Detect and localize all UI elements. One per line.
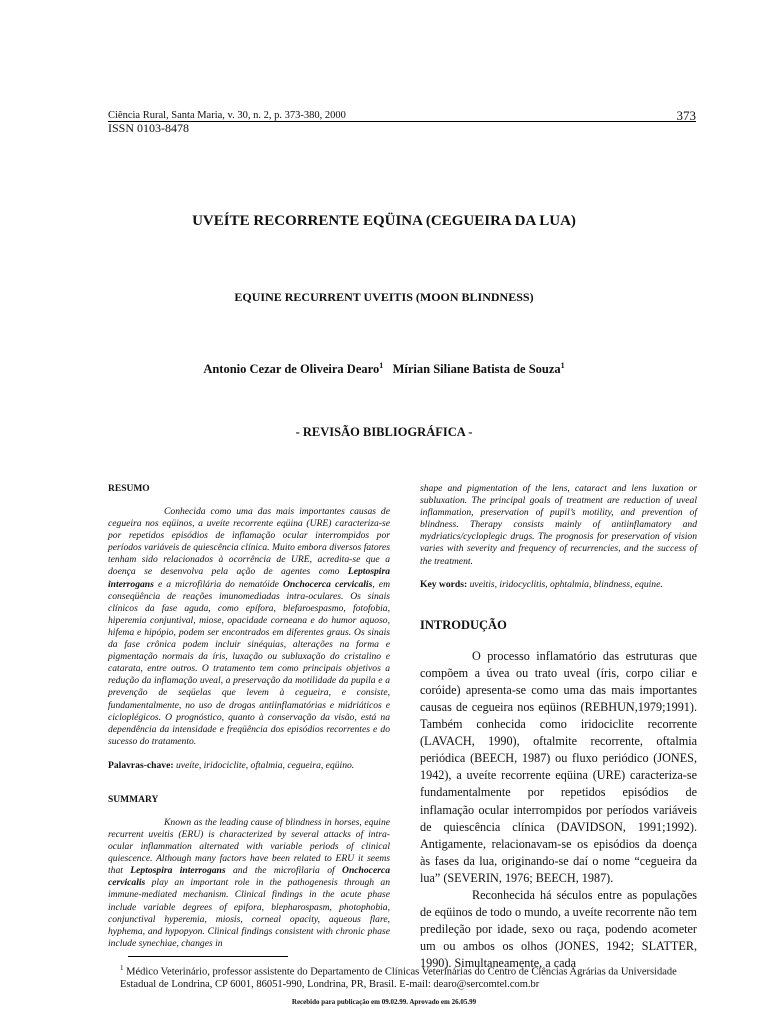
journal-citation: Ciência Rural, Santa Maria, v. 30, n. 2, p. 373-380, 2000 [108,110,346,121]
author-1: Antonio Cezar de Oliveira Dearo [203,362,380,377]
left-column [108,484,390,950]
summary-heading: SUMMARY [108,794,159,805]
introducao-heading: INTRODUÇÃO [420,617,507,632]
page-number: 373 [676,108,696,123]
summary-continued: shape and pigmentation of the lens, cataract and lens luxation or subluxation. The principal goals of treatment are reduction of uveal inflammation, preservation of pupil’s motility, and prevention of blindness. Therapy consists mainly of antiinflamatory and mydriatics/cycloplegic drugs. The prognosis for preservation of vision varies with severity and frequency of recurrencies, and the success of the treatment. [420,483,697,567]
key-words: Key words: uveitis, iridocyclitis, ophtalmia, blindness, equine. [420,578,663,590]
resumo-heading: RESUMO [108,484,150,494]
article-title-english: EQUINE RECURRENT UVEITIS (MOON BLINDNESS) [234,290,534,304]
author-2-affiliation: 1 [560,361,565,370]
header-rule [108,121,696,122]
received-dates: Recebido para publicação em 09.02.99. Aprovado em 26.05.99 [291,998,477,1006]
article-type: - REVISÃO BIBLIOGRÁFICA - [295,425,473,439]
right-column [420,483,697,972]
author-2: Mírian Siliane Batista de Souza [392,362,561,377]
issn: ISSN 0103-8478 [108,121,190,135]
footnote: $^1$ Médico Veterinário, professor assistente do Departamento de Clínicas Veterinárias do Centro de Ciências Agrárias da Universidade Estadual de Londrina, CP 6001, 86051-990, Londrina, PR, Brasil. E-mail: dearo@sercomtel.com.br [120,964,677,990]
introducao-paragraph-1: O processo inflamatório das estruturas que compõem a úvea ou trato uveal (íris, corpo ciliar e coróide) apresenta-se como uma das mais importantes causas de cegueira nos eqüinos (REBHUN,1979;1991). Também conhecida como iridociclite recorrente (LAVACH, 1990), oftalmite recorrente, oftalmia periódica (BEECH, 1987) ou fluxo periódico (JONES, 1942), a uveíte recorrente eqüina (URE) caracteriza-se fundamentalmente por repetidos episódios de inflamação ocular interrompidos por períodos variáveis de quiescência clínica (DAVIDSON, 1991;1992). Antigamente, relacionavam-se os episódios da doença às fases da lua, originando-se daí o nome “cegueira da lua” (SEVERIN, 1976; BEECH, 1987). [420,648,697,885]
article-title: UVEÍTE RECORRENTE EQÜINA (CEGUEIRA DA LUA) [192,213,576,229]
resumo-text: Conhecida como uma das mais importantes causas de cegueira nos eqüinos, a uveíte recorrente eqüina (URE) caracteriza-se por repetidos episódios de inflamação ocular interrompidos por períodos variáveis de quiescência clínica. Muito embora diversos fatores tenham sido relacionados à ocorrência de URE, acredita-se que a doença se desenvolva pela ação de agentes como Leptospira interrogans e a microfilária do nematóide Onchocerca cervicalis, em conseqüência de reações imunomediadas intra-oculares. Os sinais clínicos da fase aguda, como epífora, blefaroespasmo, fotofobia, hiperemia conjuntival, miose, opacidade corneana e do humor aquoso, hifema e hipópio, podem ser encontrados em diferentes graus. Os sinais da fase crônica podem incluir sinéquias, alterações na forma e pigmentação normais da íris, luxação ou subluxação do cristalino e catarata, entre outros. O tratamento tem como principais objetivos a redução da inflamação uveal, a preservação da motilidade da pupila e a prevenção de seqüelas que levem à cegueira, e consiste, fundamentalmente, no uso de drogas antiinflamatórias e midriáticos e cicloplégicos. O prognóstico, quanto à conservação da visão, está na dependência da intensidade e freqüência dos episódios recorrentes e do sucesso do tratamento. [108,506,390,747]
summary-text: Known as the leading cause of blindness in horses, equine recurrent uveitis (ERU) is characterized by several attacks of intra-ocular inflammation alternated with variable periods of clinical quiescence. Although many factors have been related to ERU it seems that Leptospira interrogans and the microfilaria of Onchocerca cervicalis play an important role in the pathogenesis through an immune-mediated mechanism. Clinical findings in the acute phase include variable degrees of epifora, blepharospasm, photophobia, conjunctival hyperemia, miosis, corneal opacity, aqueous flare, hyphema, and hypopyon. Clinical findings consistent with chronic phase include synechiae, changes in [108,816,390,949]
introducao-paragraph-2: Reconhecida há séculos entre as populações de eqüinos de todo o mundo, a uveíte recorrente não tem predileção por idade, sexo ou raça, podendo acometer um ou ambos os olhos (JONES, 1942; SLATTER, 1990). Simultaneamente, a cada [420,887,697,971]
authors [0,361,768,377]
palavras-chave: Palavras-chave: uveíte, iridociclite, oftalmia, cegueira, eqüino. [108,759,355,771]
author-1-affiliation: 1 [379,361,384,370]
footnote-rule [128,956,288,957]
